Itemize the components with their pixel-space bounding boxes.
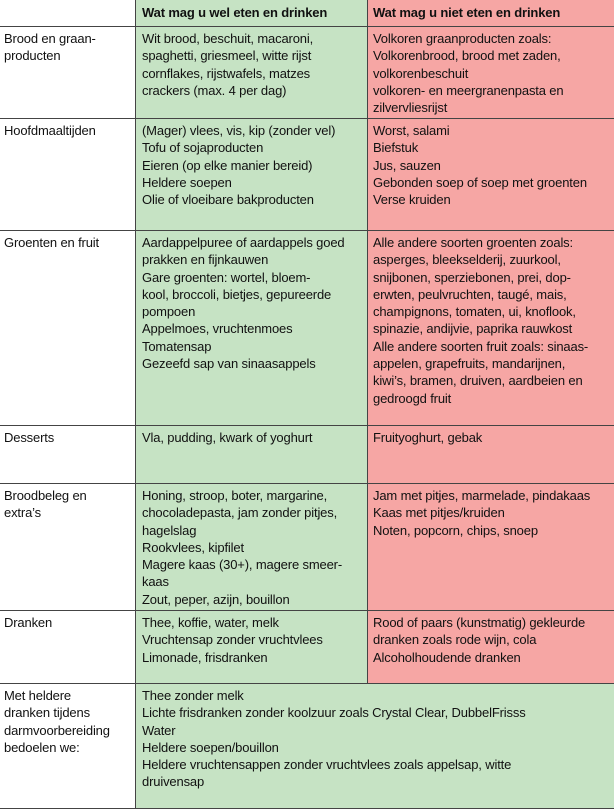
table-row-dranken: [0, 610, 614, 684]
table-row-brood: [0, 26, 614, 119]
not-allowed-line: zilvervliesrijst: [373, 100, 448, 116]
allowed-line: spaghetti, griesmeel, witte rijst: [142, 48, 312, 64]
allowed-line: Honing, stroop, boter, margarine,: [142, 488, 328, 503]
not-allowed-cell: [367, 27, 614, 119]
category-cell: [0, 119, 135, 231]
category-line: Groenten en fruit: [4, 235, 100, 250]
category-line: Desserts: [4, 430, 55, 445]
not-allowed-line: Alcoholhoudende dranken: [373, 649, 521, 665]
allowed-line: Heldere soepen: [142, 174, 232, 190]
not-allowed-line: volkoren- en meergranenpasta en: [373, 82, 564, 98]
category-cell: [0, 684, 135, 809]
allowed-line: Vla, pudding, kwark of yoghurt: [142, 430, 313, 445]
not-allowed-line: volkorenbeschuit: [373, 65, 469, 81]
allowed-cell: [135, 119, 367, 231]
allowed-line: crackers (max. 4 per dag): [142, 82, 287, 98]
allowed-line: Thee, koffie, water, melk: [142, 615, 279, 630]
not-allowed-line: appelen, grapefruits, mandarijnen,: [373, 356, 566, 372]
category-line: Broodbeleg en: [4, 488, 87, 503]
table-bottom-border: [0, 808, 614, 809]
not-allowed-line: Noten, popcorn, chips, snoep: [373, 522, 538, 538]
not-allowed-line: Kaas met pitjes/kruiden: [373, 505, 505, 521]
not-allowed-cell: [367, 119, 614, 231]
allowed-line: Limonade, frisdranken: [142, 649, 268, 665]
not-allowed-line: Biefstuk: [373, 140, 419, 156]
allowed-line: prakken en fijnkauwen: [142, 252, 269, 268]
allowed-line: Rookvlees, kipfilet: [142, 539, 244, 555]
allowed-line: Eieren (op elke manier bereid): [142, 157, 313, 173]
not-allowed-line: Alle andere soorten groenten zoals:: [373, 235, 573, 250]
allowed-cell: [135, 27, 367, 119]
category-cell: [0, 231, 135, 426]
allowed-line: Appelmoes, vruchtenmoes: [142, 321, 293, 337]
allowed-line: Magere kaas (30+), magere smeer-: [142, 557, 343, 573]
not-allowed-line: Worst, salami: [373, 123, 450, 138]
category-cell: [0, 484, 135, 611]
category-cell: [0, 611, 135, 684]
category-line: bedoelen we:: [4, 739, 80, 755]
not-allowed-cell: [367, 484, 614, 611]
allowed-line: Vruchtensap zonder vruchtvlees: [142, 632, 323, 648]
allowed-line: Gare groenten: wortel, bloem-: [142, 269, 311, 285]
not-allowed-line: Jus, sauzen: [373, 157, 441, 173]
not-allowed-line: gedroogd fruit: [373, 390, 452, 406]
category-line: dranken tijdens: [4, 705, 90, 721]
allowed-line: hagelslag: [142, 522, 197, 538]
allowed-line: pompoen: [142, 304, 196, 320]
not-allowed-line: Alle andere soorten fruit zoals: sinaas-: [373, 338, 589, 354]
not-allowed-cell: [367, 426, 614, 484]
category-line: Brood en graan-: [4, 31, 96, 46]
allowed-line: kaas: [142, 574, 169, 590]
header-not-allowed: Wat mag u niet eten en drinken: [367, 0, 614, 26]
not-allowed-line: Fruityoghurt, gebak: [373, 430, 483, 445]
table-row-desserts: [0, 425, 614, 484]
clear-drink-line: Water: [142, 722, 176, 738]
table-header-row: [0, 0, 614, 26]
allowed-line: (Mager) vlees, vis, kip (zonder vel): [142, 123, 336, 138]
allowed-line: Gezeefd sap van sinaasappels: [142, 356, 316, 372]
allowed-line: Olie of vloeibare bakproducten: [142, 192, 314, 208]
clear-drink-line: Heldere vruchtensappen zonder vruchtvlees zoals appelsap, witte: [142, 757, 512, 773]
not-allowed-cell: [367, 611, 614, 684]
category-line: Hoofdmaaltijden: [4, 123, 96, 138]
allowed-line: Tofu of sojaproducten: [142, 140, 264, 156]
not-allowed-line: Volkorenbrood, brood met zaden,: [373, 48, 561, 64]
header-empty-cell: [0, 0, 135, 26]
not-allowed-line: Jam met pitjes, marmelade, pindakaas: [373, 488, 591, 503]
clear-drink-line: druivensap: [142, 774, 205, 790]
table-row-broodbeleg: [0, 483, 614, 611]
table-row-groenten: [0, 230, 614, 426]
not-allowed-line: Gebonden soep of soep met groenten: [373, 174, 587, 190]
not-allowed-line: Volkoren graanproducten zoals:: [373, 31, 552, 46]
category-line: extra’s: [4, 505, 42, 521]
allowed-cell: [135, 426, 367, 484]
table-row-heldere-dranken: [0, 683, 614, 809]
allowed-line: Zout, peper, azijn, bouillon: [142, 591, 290, 607]
allowed-line: Tomatensap: [142, 338, 212, 354]
allowed-cell: [135, 231, 367, 426]
allowed-cell: [135, 484, 367, 611]
allowed-line: kool, broccoli, bietjes, gepureerde: [142, 286, 332, 302]
not-allowed-line: Verse kruiden: [373, 192, 451, 208]
not-allowed-line: spinazie, andijvie, paprika rauwkost: [373, 321, 573, 337]
table-row-hoofdmaaltijden: [0, 118, 614, 231]
allowed-line: cornflakes, rijstwafels, matzes: [142, 65, 311, 81]
not-allowed-line: erwten, peulvruchten, taugé, mais,: [373, 286, 567, 302]
category-line: darmvoorbereiding: [4, 722, 110, 738]
allowed-cell: [135, 611, 367, 684]
clear-drinks-cell: [135, 684, 614, 809]
category-line: Met heldere: [4, 688, 71, 703]
not-allowed-line: dranken zoals rode wijn, cola: [373, 632, 537, 648]
category-cell: [0, 426, 135, 484]
not-allowed-line: snijbonen, sperziebonen, prei, dop-: [373, 269, 571, 285]
not-allowed-line: champignons, tomaten, ui, knoflook,: [373, 304, 576, 320]
not-allowed-line: Rood of paars (kunstmatig) gekleurde: [373, 615, 586, 630]
allowed-line: Aardappelpuree of aardappels goed: [142, 235, 345, 250]
not-allowed-cell: [367, 231, 614, 426]
clear-drink-line: Thee zonder melk: [142, 688, 244, 703]
category-line: Dranken: [4, 615, 53, 630]
clear-drink-line: Heldere soepen/bouillon: [142, 739, 279, 755]
clear-drink-line: Lichte frisdranken zonder koolzuur zoals Crystal Clear, DubbelFrisss: [142, 705, 526, 721]
header-allowed: Wat mag u wel eten en drinken: [135, 0, 367, 26]
not-allowed-line: kiwi’s, bramen, druiven, aardbeien en: [373, 373, 583, 389]
allowed-line: chocoladepasta, jam zonder pitjes,: [142, 505, 338, 521]
category-cell: [0, 27, 135, 119]
category-line: producten: [4, 48, 61, 64]
not-allowed-line: asperges, bleekselderij, zuurkool,: [373, 252, 561, 268]
allowed-line: Wit brood, beschuit, macaroni,: [142, 31, 314, 46]
